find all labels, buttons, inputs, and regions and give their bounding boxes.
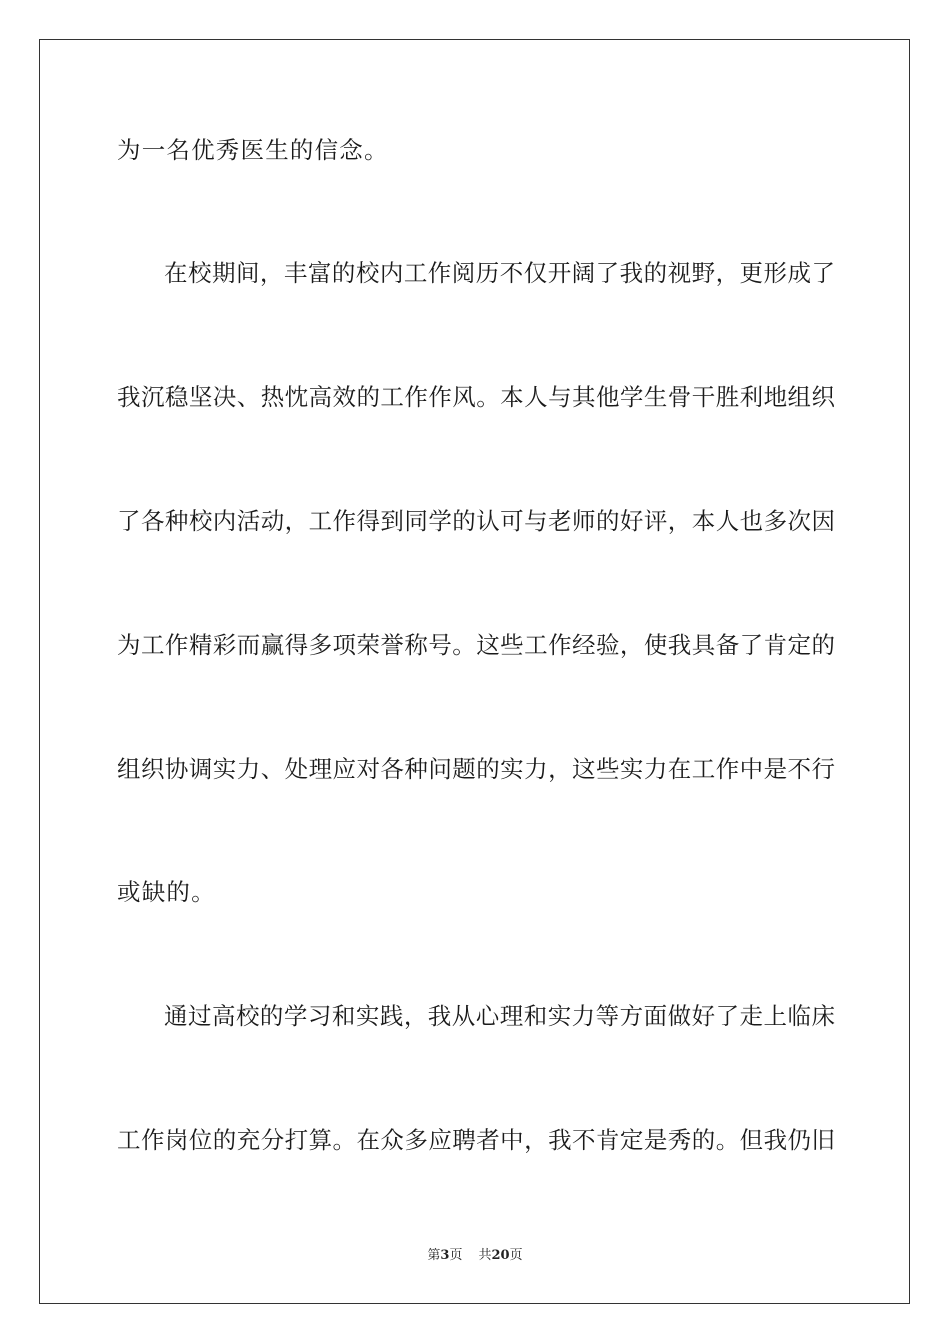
total-prefix: 共: [478, 1248, 492, 1263]
paragraph-2-line-1: 在校期间，丰富的校内工作阅历不仅开阔了我的视野，更形成了: [164, 259, 835, 287]
paragraph-2-line-2: 我沉稳坚决、热忱高效的工作作风。本人与其他学生骨干胜利地组织: [117, 383, 835, 411]
total-unit: 页: [509, 1248, 523, 1263]
text-line-1: 为一名优秀医生的信念。: [117, 136, 389, 164]
page-unit: 页: [449, 1248, 463, 1263]
page-prefix: 第: [427, 1248, 441, 1263]
page-total: 20: [491, 1248, 510, 1263]
page-number: 3: [440, 1248, 450, 1263]
page-border: [39, 39, 910, 1304]
paragraph-2-line-6: 或缺的。: [117, 878, 216, 906]
paragraph-2-line-4: 为工作精彩而赢得多项荣誉称号。这些工作经验，使我具备了肯定的: [117, 631, 835, 659]
paragraph-2-line-5: 组织协调实力、处理应对各种问题的实力，这些实力在工作中是不行: [117, 755, 835, 783]
paragraph-3-line-1: 通过高校的学习和实践，我从心理和实力等方面做好了走上临床: [164, 1002, 835, 1030]
paragraph-2-line-3: 了各种校内活动，工作得到同学的认可与老师的好评，本人也多次因: [117, 507, 835, 535]
page-footer: [0, 1247, 950, 1265]
paragraph-3-line-2: 工作岗位的充分打算。在众多应聘者中，我不肯定是秀的。但我仍旧: [117, 1126, 835, 1154]
